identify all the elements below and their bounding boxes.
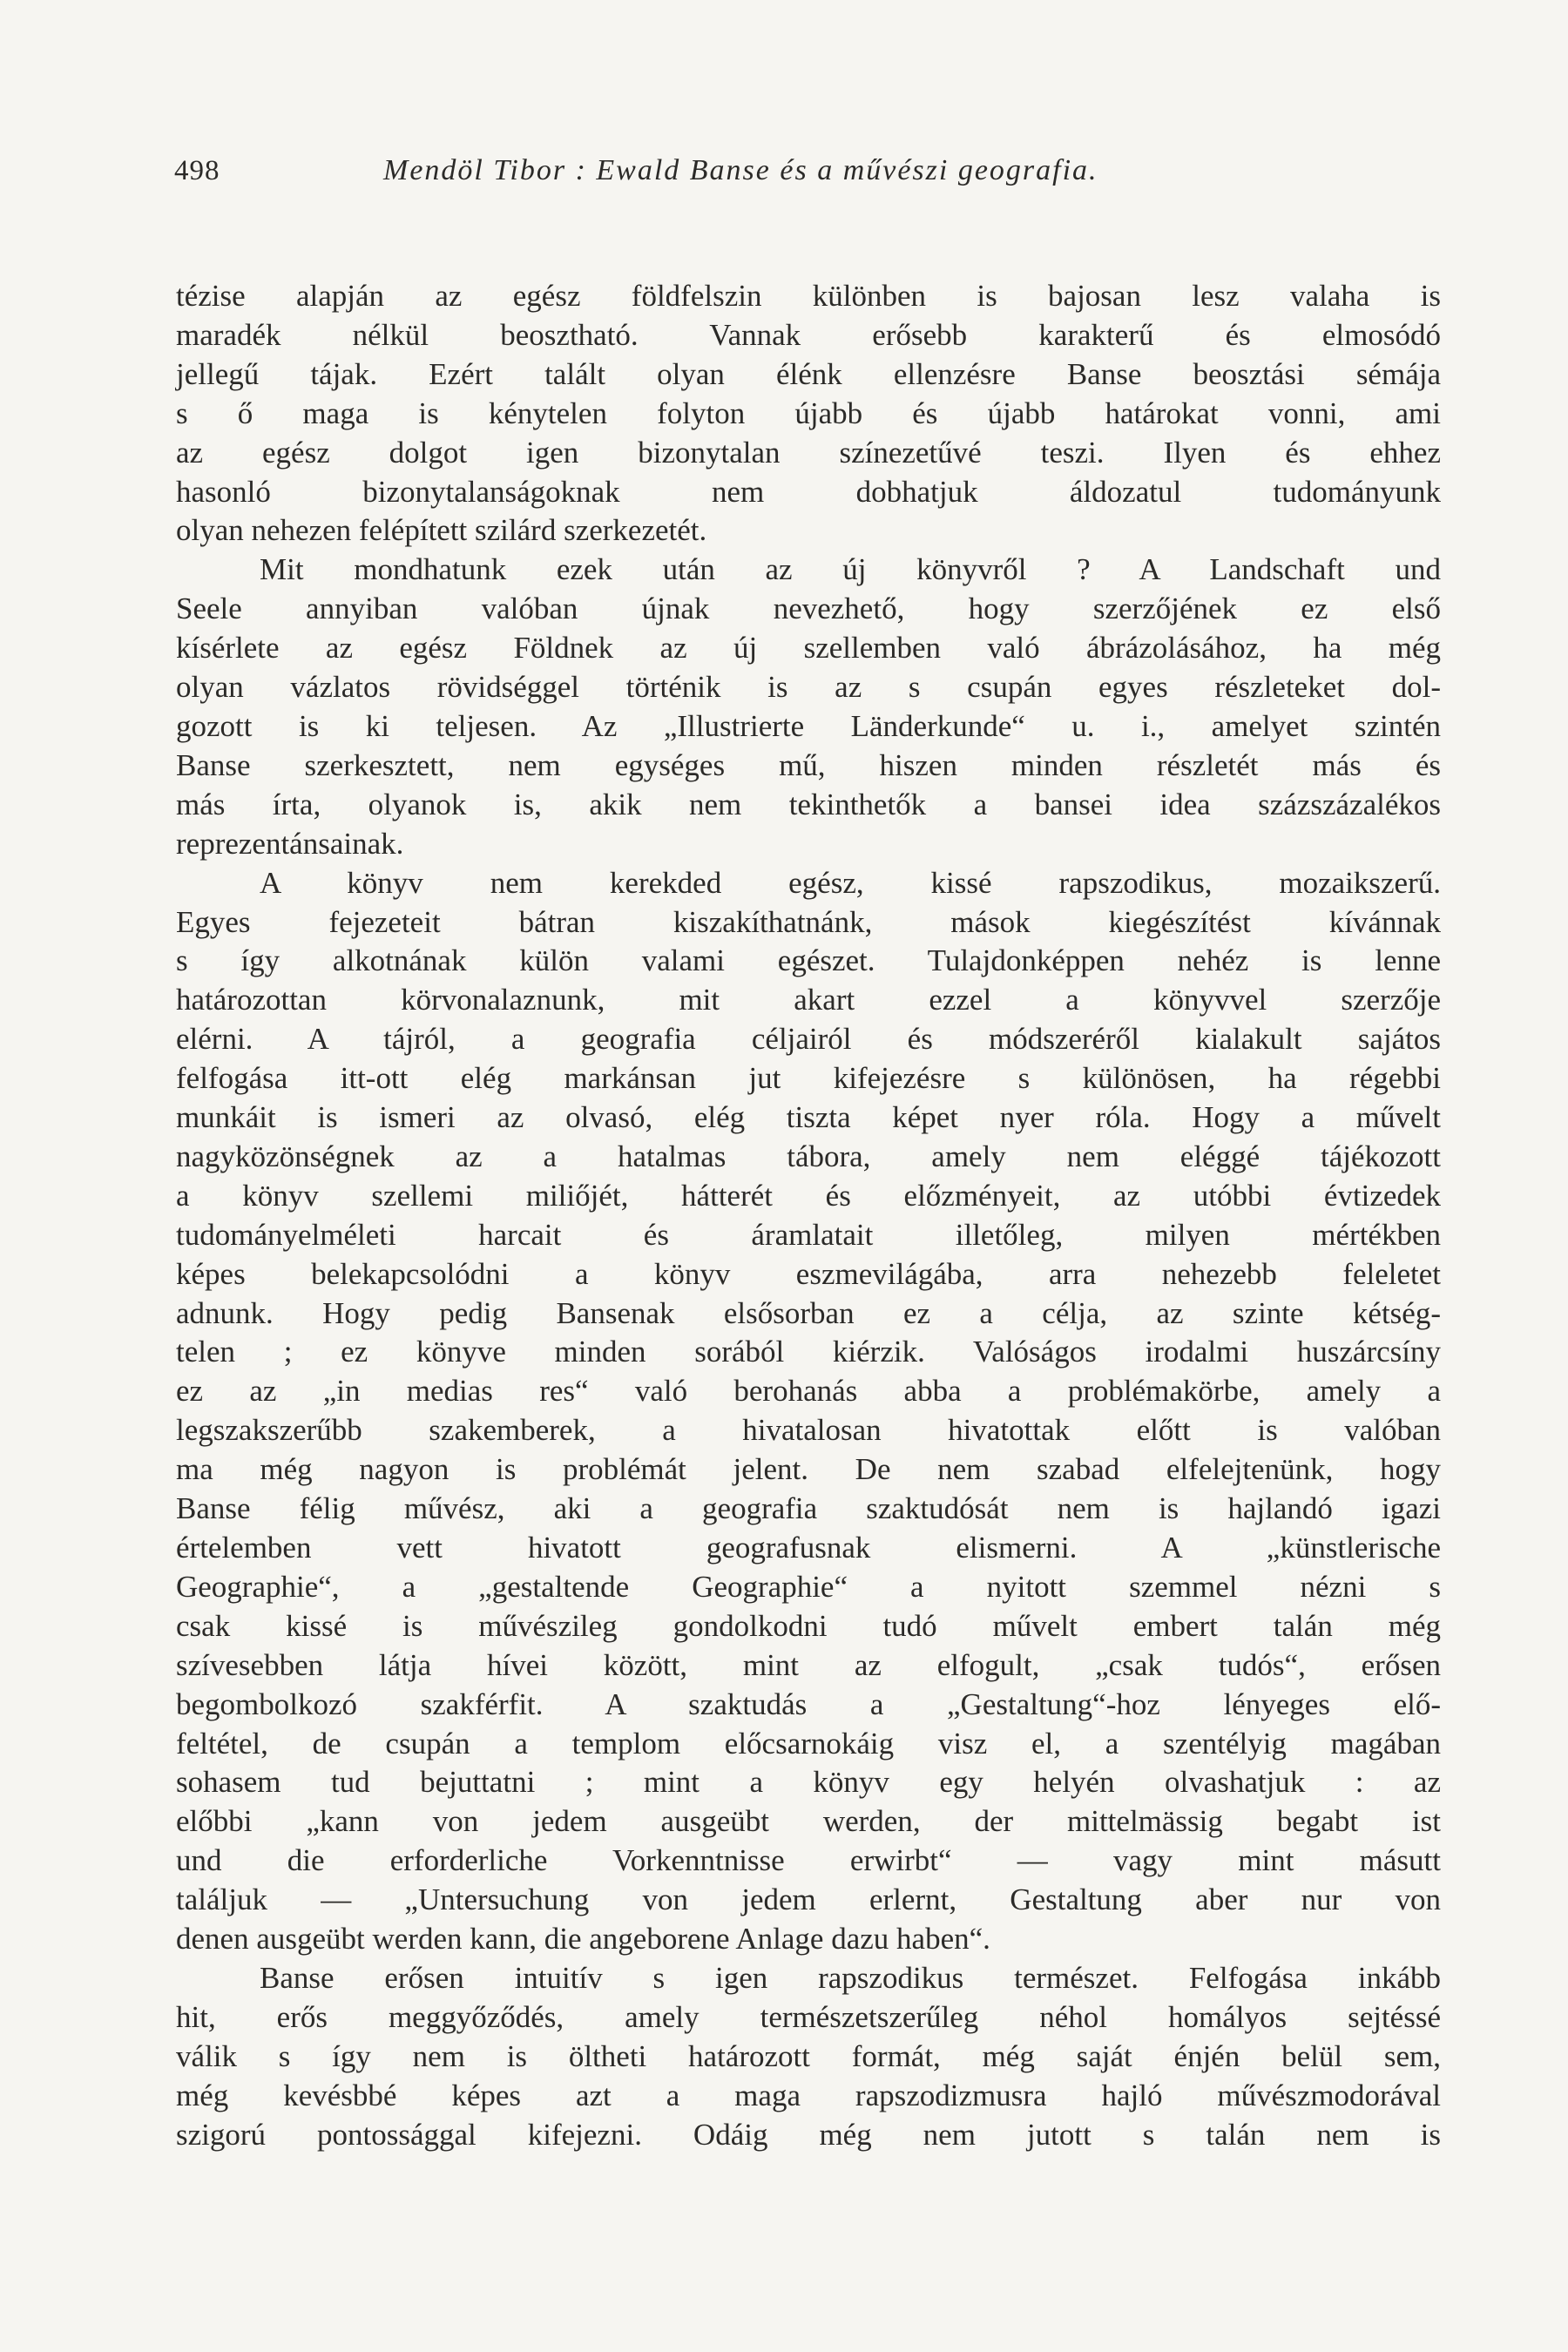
body-text <box>176 277 1441 2155</box>
text-line: munkáit is ismeri az olvasó, elég tiszta képet nyer róla. Hogy a művelt <box>176 1100 1441 1135</box>
text-line: reprezentánsainak. <box>176 826 404 861</box>
text-line: még kevésbbé képes azt a maga rapszodizmusra hajló művészmodorával <box>176 2078 1441 2112</box>
text-line: Egyes fejezeteit bátran kiszakíthatnánk, mások kiegészítést kívánnak <box>176 904 1441 939</box>
text-line: a könyv szellemi miliőjét, hátterét és előzményeit, az utóbbi évtizedek <box>176 1178 1441 1213</box>
text-line: olyan nehezen felépített szilárd szerkezetét. <box>176 513 707 548</box>
text-line: ma még nagyon is problémát jelent. De nem szabad elfelejtenünk, hogy <box>176 1452 1441 1487</box>
text-line: Banse félig művész, aki a geografia szaktudósát nem is hajlandó igazi <box>176 1491 1441 1526</box>
text-line: A könyv nem kerekded egész, kissé rapszodikus, mozaikszerű. <box>260 865 1441 900</box>
page-header <box>174 153 1446 197</box>
text-line: képes belekapcsolódni a könyv eszmevilágába, arra nehezebb feleletet <box>176 1256 1441 1291</box>
text-line: s ő maga is kénytelen folyton újabb és újabb határokat vonni, ami <box>176 395 1441 430</box>
text-line: kísérlete az egész Földnek az új szellemben való ábrázolásához, ha még <box>176 631 1441 666</box>
text-line: Mit mondhatunk ezek után az új könyvről ? A Landschaft und <box>260 552 1441 587</box>
text-line: csak kissé is művészileg gondolkodni tudó művelt embert talán még <box>176 1608 1441 1643</box>
text-line: begombolkozó szakférfit. A szaktudás a „Gestaltung“-hoz lényeges elő- <box>176 1686 1441 1721</box>
text-line: tézise alapján az egész földfelszin különben is bajosan lesz valaha is <box>176 279 1441 313</box>
text-line: az egész dolgot igen bizonytalan színezetűvé teszi. Ilyen és ehhez <box>176 435 1441 470</box>
text-line: elérni. A tájról, a geografia céljairól és módszeréről kialakult sajátos <box>176 1022 1441 1057</box>
text-line: Geographie“, a „gestaltende Geographie“ a nyitott szemmel nézni s <box>176 1569 1441 1604</box>
text-line: telen ; ez könyve minden sorából kiérzik. Valóságos irodalmi huszárcsíny <box>176 1335 1441 1369</box>
text-line: denen ausgeübt werden kann, die angeborene Anlage dazu haben“. <box>176 1922 990 1957</box>
text-line: találjuk — „Untersuchung von jedem erlernt, Gestaltung aber nur von <box>176 1882 1441 1917</box>
text-line: legszakszerűbb szakemberek, a hivatalosan hivatottak előtt is valóban <box>176 1413 1441 1448</box>
text-line: határozottan körvonalaznunk, mit akart ezzel a könyvvel szerzője <box>176 983 1441 1017</box>
text-line: más írta, olyanok is, akik nem tekinthetők a bansei idea százszázalékos <box>176 787 1441 821</box>
text-line: olyan vázlatos rövidséggel történik is az s csupán egyes részleteket dol- <box>176 670 1441 705</box>
text-line: Seele annyiban valóban újnak nevezhető, hogy szerzőjének ez első <box>176 591 1441 626</box>
text-line: s így alkotnának külön valami egészet. Tulajdonképpen nehéz is lenne <box>176 943 1441 978</box>
running-title: Mendöl Tibor : Ewald Banse és a művészi geografia. <box>383 154 1098 186</box>
text-line: sohasem tud bejuttatni ; mint a könyv egy helyén olvashatjuk : az <box>176 1765 1441 1800</box>
text-line: Banse erősen intuitív s igen rapszodikus természet. Felfogása inkább <box>260 1960 1441 1995</box>
text-line: szívesebben látja hívei között, mint az elfogult, „csak tudós“, erősen <box>176 1647 1441 1682</box>
text-line: tudományelméleti harcait és áramlatait illetőleg, milyen mértékben <box>176 1217 1441 1252</box>
text-line: ez az „in medias res“ való berohanás abba a problémakörbe, amely a <box>176 1374 1441 1409</box>
text-line: hit, erős meggyőződés, amely természetszerűleg néhol homályos sejtéssé <box>176 1999 1441 2034</box>
text-line: feltétel, de csupán a templom előcsarnokáig visz el, a szentélyig magában <box>176 1726 1441 1761</box>
text-line: hasonló bizonytalanságoknak nem dobhatjuk áldozatul tudományunk <box>176 474 1441 509</box>
text-line: előbbi „kann von jedem ausgeübt werden, der mittelmässig begabt ist <box>176 1804 1441 1839</box>
text-line: nagyközönségnek az a hatalmas tábora, amely nem eléggé tájékozott <box>176 1139 1441 1173</box>
text-line: válik s így nem is öltheti határozott formát, még saját énjén belül sem, <box>176 2038 1441 2073</box>
text-line: adnunk. Hogy pedig Bansenak elsősorban ez a célja, az szinte kétség- <box>176 1295 1441 1330</box>
text-line: und die erforderliche Vorkenntnisse erwirbt“ — vagy mint másutt <box>176 1843 1441 1878</box>
text-line: szigorú pontossággal kifejezni. Odáig még nem jutott s talán nem is <box>176 2117 1441 2152</box>
text-line: értelemben vett hivatott geografusnak elismerni. A „künstlerische <box>176 1531 1441 1565</box>
text-line: felfogása itt-ott elég markánsan jut kifejezésre s különösen, ha régebbi <box>176 1061 1441 1096</box>
text-line: gozott is ki teljesen. Az „Illustrierte Länderkunde“ u. i., amelyet szintén <box>176 708 1441 743</box>
text-line: Banse szerkesztett, nem egységes mű, hiszen minden részletét más és <box>176 747 1441 782</box>
text-line: jellegű tájak. Ezért talált olyan élénk ellenzésre Banse beosztási sémája <box>176 356 1441 391</box>
page-number: 498 <box>174 155 220 186</box>
text-line: maradék nélkül beosztható. Vannak erősebb karakterű és elmosódó <box>176 317 1441 352</box>
